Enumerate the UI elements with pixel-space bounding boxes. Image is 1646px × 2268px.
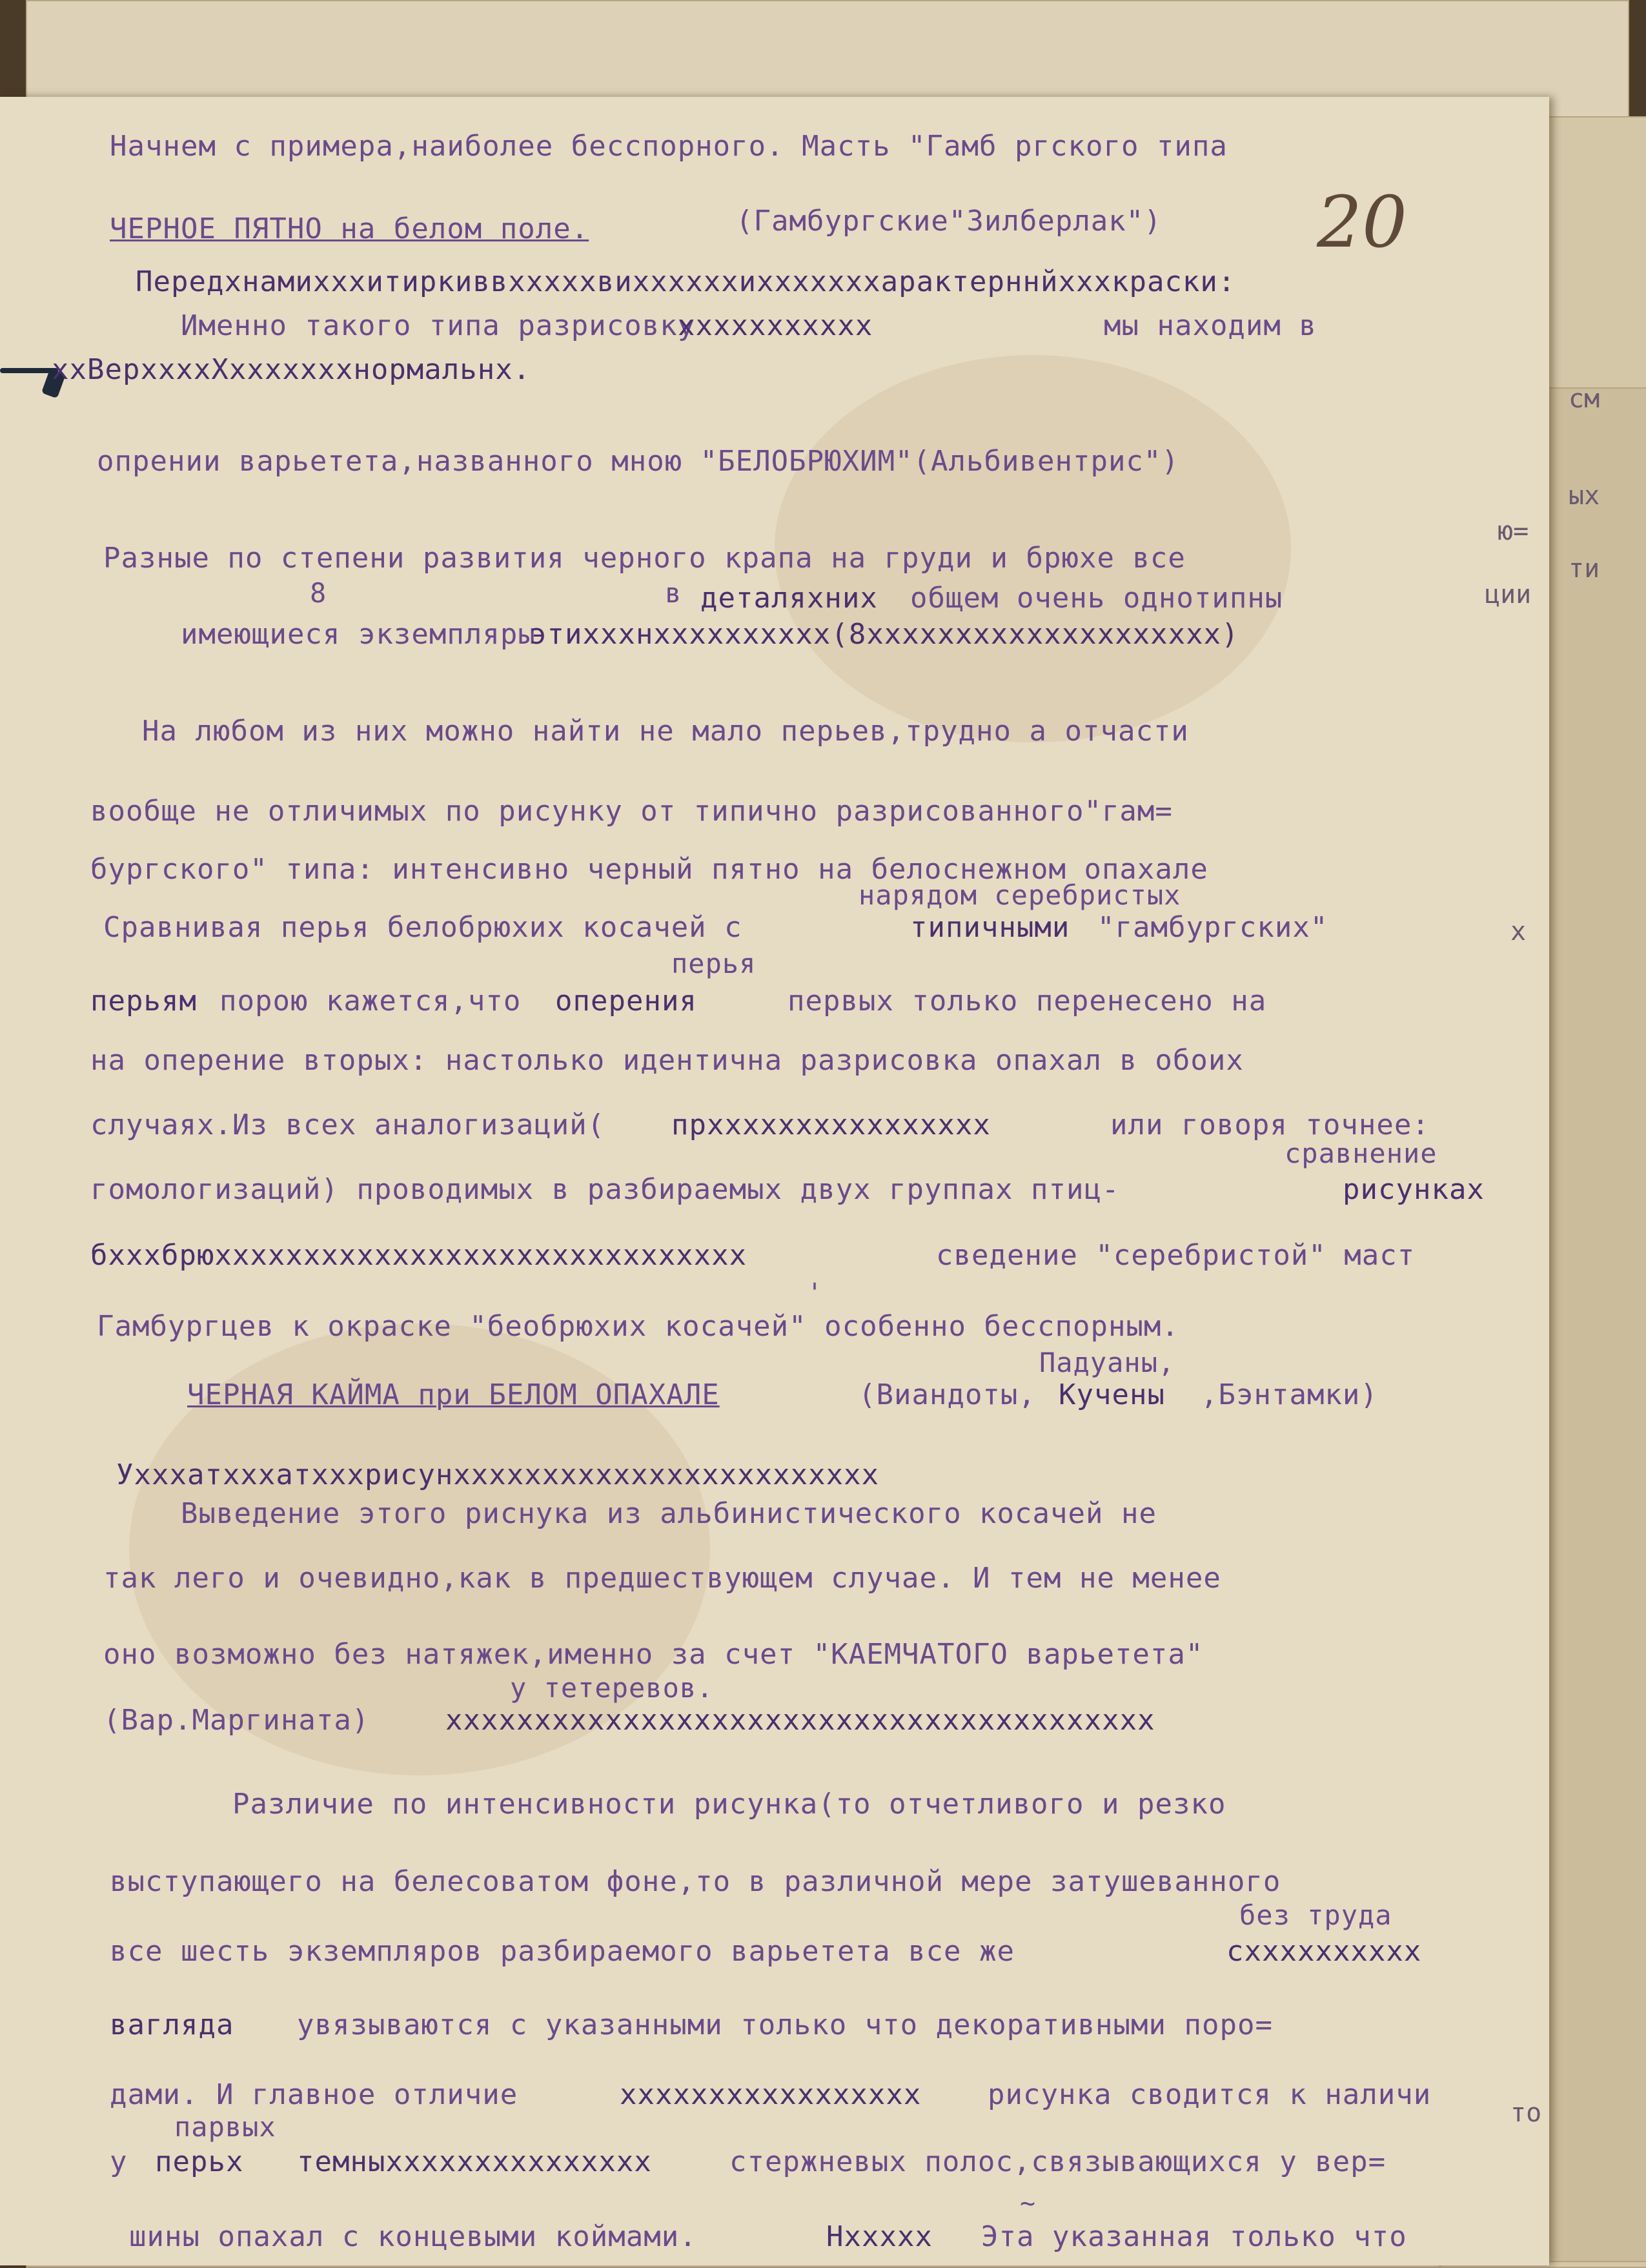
text-line: стержневых полос,связывающихся у вер= xyxy=(729,2145,1387,2178)
struck-text: перьх xyxy=(155,2145,244,2178)
text-line: все шесть экземпляров разбираемого варьетета все же xyxy=(110,1935,1015,1968)
text-line: выступающего на белесоватом фоне,то в различной мере затушеванного xyxy=(110,1865,1281,1898)
text-line: Гамбургцев к окраске "беобрюхих косачей" особенно бесспорным. xyxy=(97,1310,1179,1343)
typewritten-page xyxy=(0,97,1549,2265)
edge-text: см xyxy=(1569,384,1600,414)
struck-text: прхххххххххххххххх xyxy=(671,1108,991,1141)
heading-black-border: ЧЕРНАЯ КАЙМА при БЕЛОМ ОПАХАЛЕ xyxy=(187,1378,720,1411)
text-line: увязываются с указанными только что декоративными поро= xyxy=(297,2008,1273,2041)
pen-mark: ' xyxy=(807,1278,823,1308)
edge-text: х xyxy=(1510,917,1527,946)
insertion: без труда xyxy=(1239,1899,1392,1931)
struck-line: Ухххатхххатхххрисунхххххххххххххххххххххххх xyxy=(116,1458,880,1491)
text-line: так лего и очевидно,как в предшествующем случае. И тем не менее xyxy=(103,1562,1221,1595)
text-line: случаях.Из всех аналогизаций( xyxy=(90,1108,605,1141)
struck-text: ххххххххххх xyxy=(678,309,873,342)
text-line: порою кажется,что xyxy=(219,985,522,1017)
text-line: Сравнивая перья белобрюхих косачей с xyxy=(103,911,742,944)
text-line: Различие по интенсивности рисунка(то отчетливого и резко xyxy=(232,1788,1226,1821)
struck-line: бхххбрюхххххххххххххххххххххххххххххх xyxy=(90,1239,747,1272)
insertion: нарядом серебристых xyxy=(859,879,1181,911)
text-line: гомологизаций) проводимых в разбираемых двух группах птиц- xyxy=(90,1173,1120,1206)
struck-line: ххВерххххХхххххххнормальнх. xyxy=(52,353,531,386)
text-line: ,Бэнтамки) xyxy=(1201,1378,1378,1411)
struck-text: ххххххххххххххххх xyxy=(620,2078,922,2111)
edge-text: ю= xyxy=(1498,516,1529,546)
struck-text: оперения xyxy=(555,985,697,1017)
struck-text: типичными xyxy=(910,911,1070,944)
insertion: сравнение xyxy=(1285,1138,1438,1169)
text-line: оно возможно без натяжек,именно за счет "КАЕМЧАТОГО варьетета" xyxy=(103,1638,1204,1671)
struck-line: хххххххххххххххххххххххххххххххххххххххх xyxy=(445,1704,1155,1737)
struck-text: деталяхних xyxy=(700,582,878,615)
text-line: дами. И главное отличие xyxy=(110,2078,518,2111)
text-line: Именно такого типа разрисовку xyxy=(181,309,696,342)
text-line: "гамбургских" xyxy=(1097,911,1328,944)
edge-text: то xyxy=(1510,2098,1542,2128)
insertion: парвых xyxy=(174,2111,276,2143)
insertion: Падуаны, xyxy=(1039,1347,1175,1378)
text-line: имеющиеся экземпляры xyxy=(181,618,536,651)
text-line: общем очень однотипны xyxy=(910,582,1283,615)
struck-text: темныххххххххххххххх xyxy=(297,2145,652,2178)
struck-text: Кучены xyxy=(1059,1378,1165,1411)
text-line: Разные по степени развития черного крапа на груди и брюхе все xyxy=(103,542,1186,575)
text-line: шины опахал с концевыми коймами. xyxy=(129,2220,697,2253)
struck-line: Передхнамихххитиркиввхххххвиххххххихххххххарактерннйхххкраски: xyxy=(136,265,1236,298)
pen-mark: ~ xyxy=(1020,2189,1036,2218)
page-number: 20 xyxy=(1317,181,1407,263)
struck-text: вагляда xyxy=(110,2008,234,2041)
struck-text: рисунках xyxy=(1343,1173,1485,1206)
text-line: мы находим в xyxy=(1104,309,1317,342)
text-line: или говоря точнее: xyxy=(1110,1108,1430,1141)
text-line: на оперение вторых: настолько идентична разрисовка опахал в обоих xyxy=(90,1044,1244,1077)
text-line: Начнем с примера,наиболее бесспорного. Масть "Гамб ргского типа xyxy=(110,130,1228,163)
insertion: 8 xyxy=(310,577,327,609)
text-line: опрении варьетета,названного мною "БЕЛОБРЮХИМ"(Альбивентрис") xyxy=(97,445,1179,478)
edge-text: ых xyxy=(1569,481,1600,511)
insertion: перья xyxy=(671,948,757,979)
text-line: (Вар.Маргината) xyxy=(103,1704,370,1737)
text-line: Выведение этого риснука из альбинистического косачей не xyxy=(181,1497,1157,1530)
text-line: вообще не отличимых по рисунку от типично разрисованного"гам= xyxy=(90,795,1173,828)
struck-text: схххххххххх xyxy=(1226,1935,1422,1968)
text-line: (Виандоты, xyxy=(859,1378,1036,1411)
insertion: в xyxy=(665,577,682,609)
text-line: первых только перенесено на xyxy=(787,985,1267,1017)
struck-text: Нххххх xyxy=(826,2220,933,2253)
heading-black-spot: ЧЕРНОЕ ПЯТНО на белом поле. xyxy=(110,212,589,245)
edge-text: ти xyxy=(1569,554,1600,584)
text-line: у xyxy=(110,2145,128,2178)
text-line: На любом из них можно найти не мало перьев,трудно а отчасти xyxy=(142,715,1189,748)
text-line: рисунка сводится к наличи xyxy=(988,2078,1432,2111)
struck-text: этихххнхххххххххх(8хххххххххххххххххххх) xyxy=(529,618,1239,651)
text-line: Эта указанная только что xyxy=(981,2220,1407,2253)
insertion: у тетеревов. xyxy=(510,1672,714,1704)
struck-text: перьям xyxy=(90,985,197,1017)
text-line: бургского" типа: интенсивно черный пятно на белоснежном опахале xyxy=(90,853,1208,886)
text-line: (Гамбургские"Зилберлак") xyxy=(736,205,1162,238)
text-line: сведение "серебристой" маст xyxy=(936,1239,1416,1272)
edge-text: ции xyxy=(1485,580,1532,609)
